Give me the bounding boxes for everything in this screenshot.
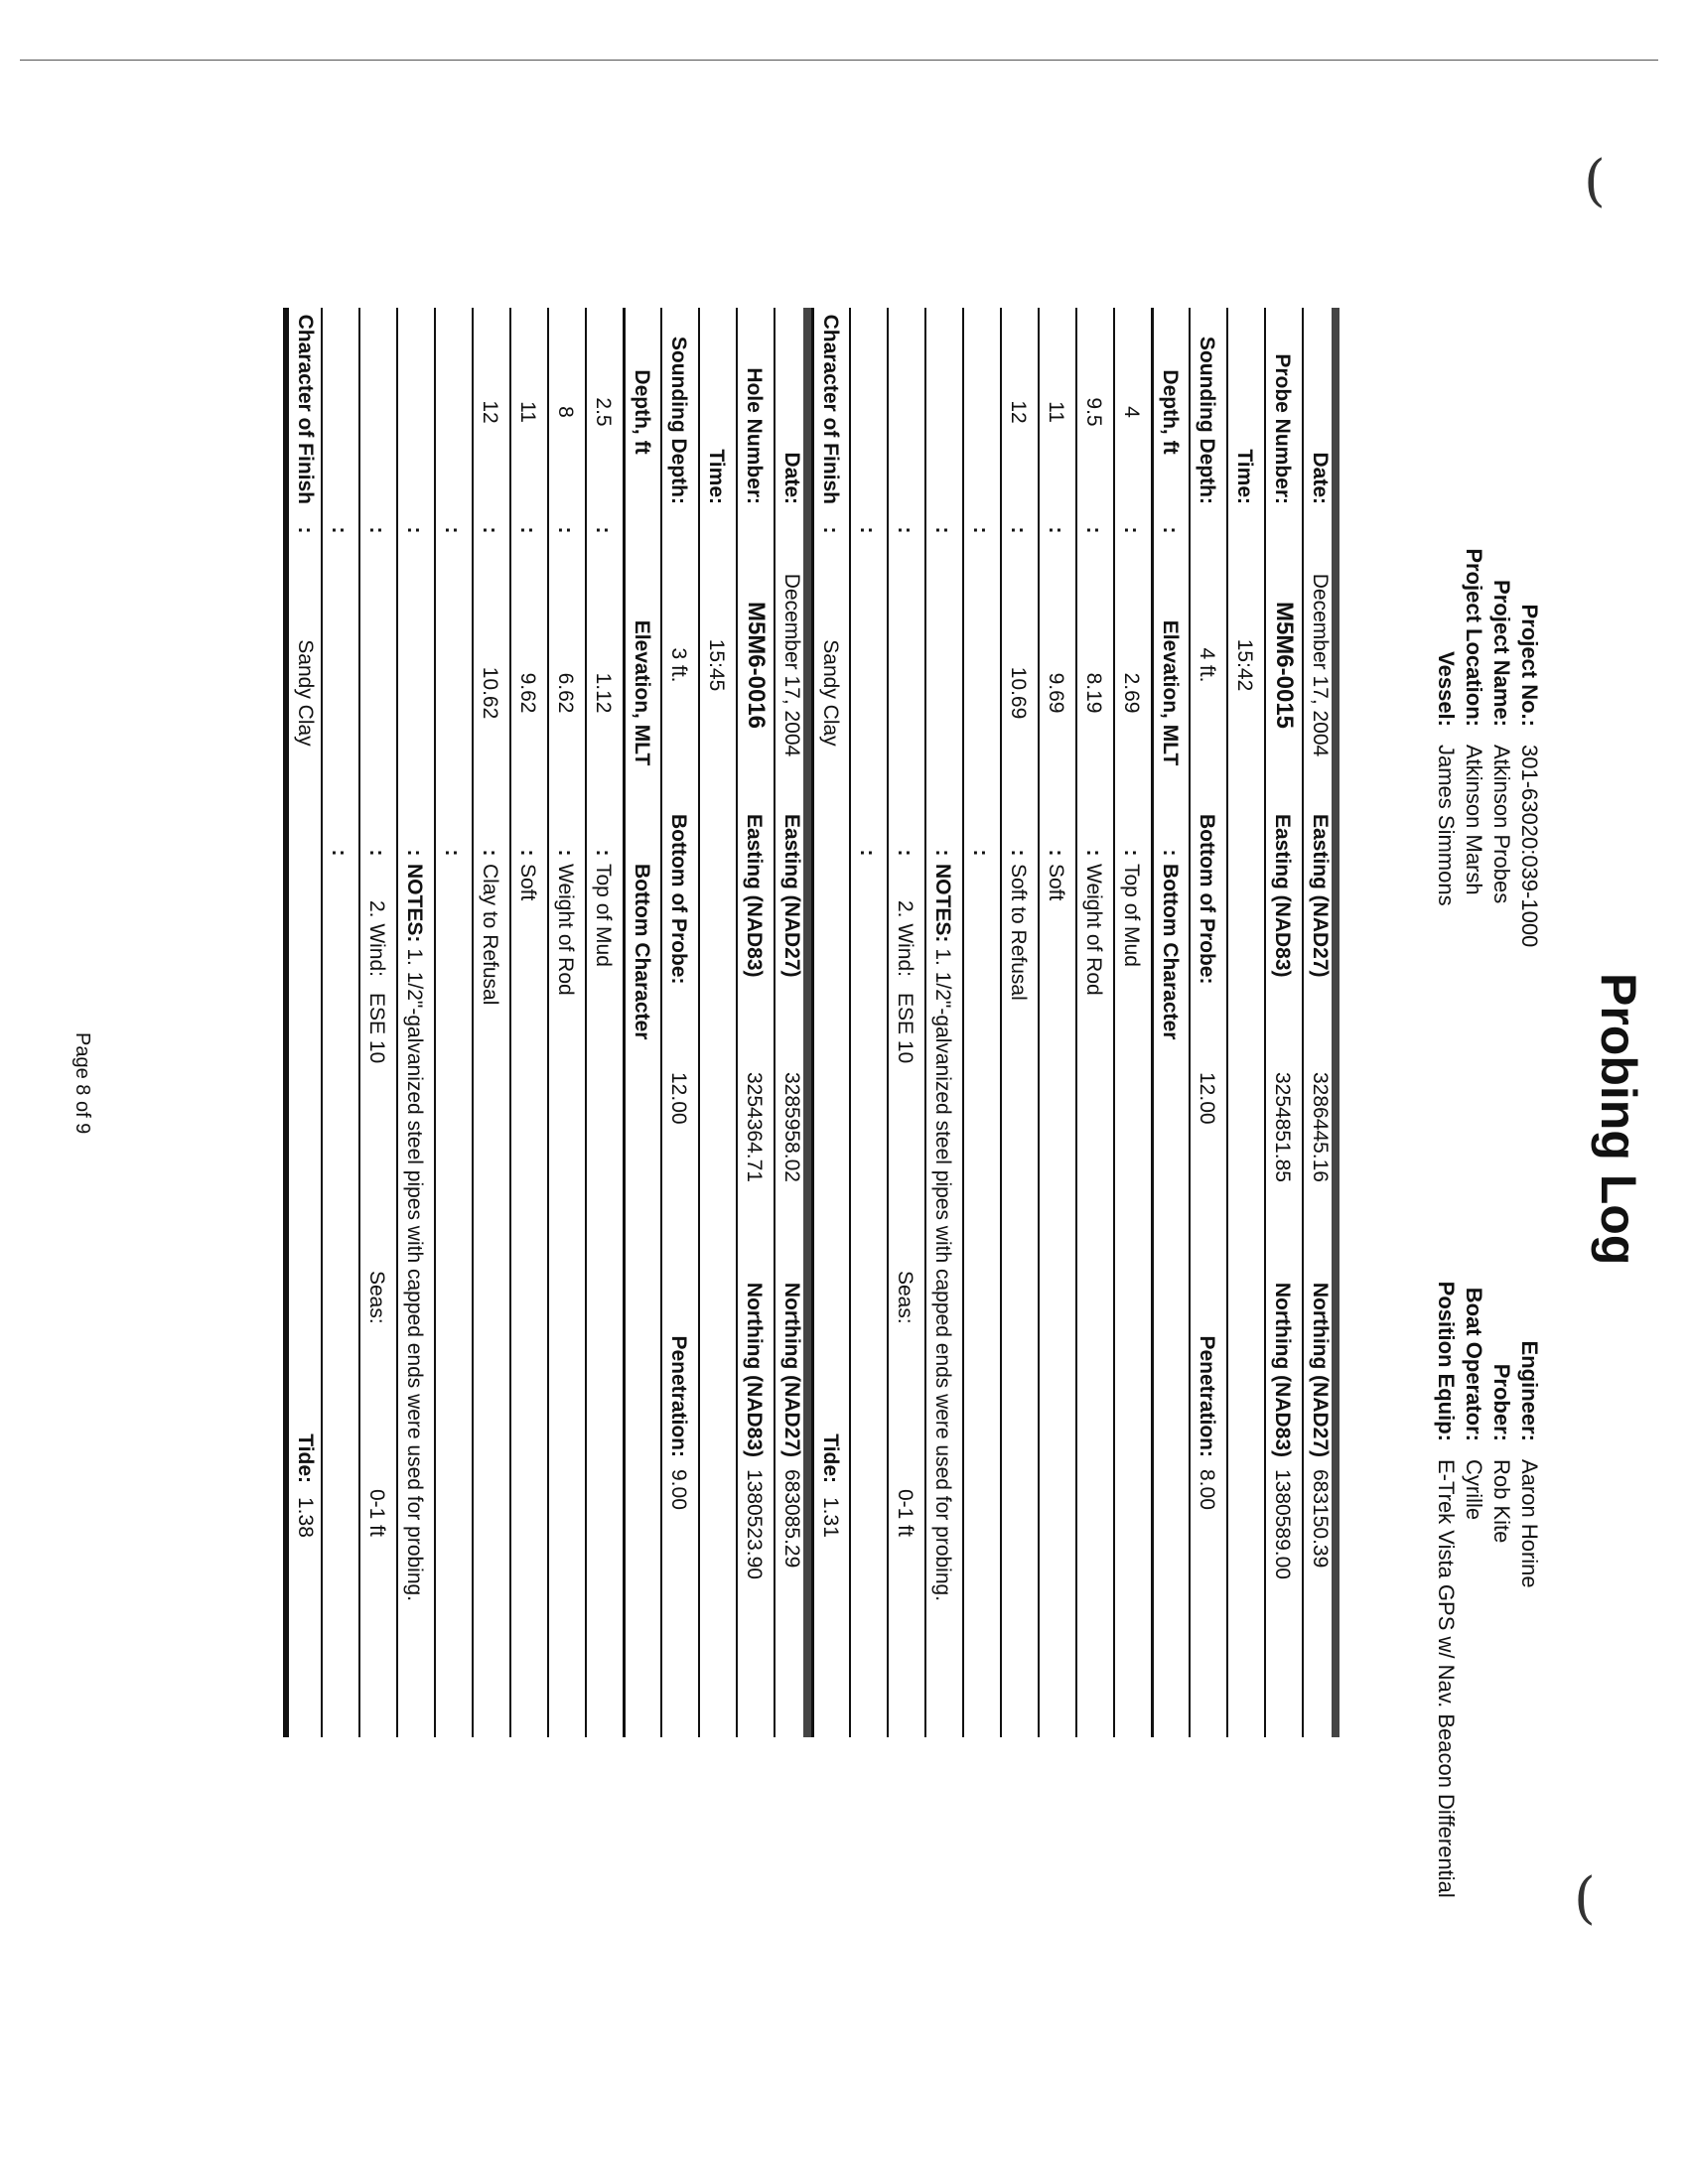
table-row [1075,308,1113,1737]
colon: : [403,849,426,857]
table-row [509,308,547,1737]
header-label: Project No.: [1517,604,1542,727]
colon: : [441,526,464,534]
header-label: Boat Operator: [1462,1287,1486,1441]
easting83-label: Easting (NAD83) [743,814,766,978]
page-number: Page 8 of 9 [71,1032,93,1135]
colon: : [365,526,388,534]
colon: : [516,526,539,534]
colon: : [479,526,501,534]
bottom-character-header: Bottom Character [631,864,653,1040]
header-row [1460,1271,1487,2164]
header-label: Project Name: [1489,580,1514,727]
colon: : [328,849,351,857]
wind-value: ESE 10 [365,993,388,1064]
colon: : [931,849,954,857]
bottom-of-probe-label: Bottom of Probe: [667,814,690,985]
finish-row [811,308,849,1737]
elevation-column-header: Elevation, MLT [631,619,653,766]
finish-value: Sandy Clay [294,639,317,747]
colon: : [365,849,388,857]
depth-cell: 4 [1120,406,1143,418]
northing27-label: Northing (NAD27) [780,1282,803,1457]
colon: : [516,849,539,857]
tide-label: Tide: [294,1433,317,1483]
header-label: Project Location: [1462,548,1486,727]
easting83-label: Easting (NAD83) [1271,814,1294,978]
depth-cell: 12 [479,400,501,424]
colon: : [592,849,615,857]
tide-label: Tide: [819,1433,842,1483]
wind-label: 2. Wind: [365,899,388,977]
notes-label: NOTES: [403,864,426,943]
colon: : [1082,526,1105,534]
table-row [1000,308,1038,1737]
table-row [962,308,1000,1737]
seas-label: Seas: [894,1271,916,1324]
table-row [774,308,811,1737]
easting27-label: Easting (NAD27) [1309,814,1332,978]
colon: : [1045,526,1067,534]
table-header-row [1151,308,1189,1737]
colon: : [856,849,879,857]
table-row [1113,308,1151,1737]
wind-label: 2. Wind: [894,899,916,977]
header-row [1432,1271,1460,2164]
easting27-label: Easting (NAD27) [780,814,803,978]
scan-artifact-mark: ( [1574,1866,1596,1931]
elevation-column-header: Elevation, MLT [1159,619,1182,766]
table-row [1264,308,1302,1737]
character-cell: Soft [1045,864,1067,901]
character-cell: Top of Mud [592,864,615,967]
probe-number: M5M6-0015 [1271,601,1298,730]
header-label: Position Equip: [1434,1281,1459,1441]
header-value: E-Trek Vista GPS w/ Nav. Beacon Differential [1434,1459,1459,1898]
colon: : [969,849,992,857]
northing83-label: Northing (NAD83) [1271,1282,1294,1457]
table-row [585,308,623,1737]
depth-cell: 8 [554,406,577,418]
colon: : [479,849,501,857]
colon: : [441,849,464,857]
header-label: Engineer: [1517,1340,1542,1441]
elevation-cell: 9.62 [516,672,539,714]
notes-row [396,308,434,1737]
table-row [1038,308,1075,1737]
header-value: Cyrille [1462,1459,1486,1521]
header-row [1487,1271,1515,2164]
notes-label: NOTES: [931,864,954,943]
tide-value: 1.38 [294,1497,317,1538]
probing-log-table [283,308,1340,1737]
colon: : [592,526,615,534]
table-row [1189,308,1226,1737]
table-row [698,308,736,1737]
colon: : [819,526,842,534]
depth-cell: 9.5 [1082,397,1105,427]
northing83-value: 1380523.90 [743,1469,766,1579]
header-value: Aaron Horine [1517,1459,1542,1588]
probe-date: December 17, 2004 [1309,573,1332,757]
elevation-cell: 10.62 [479,666,501,720]
depth-column-header: Depth, ft [1159,369,1182,455]
bottom-of-probe-label: Bottom of Probe: [1196,814,1218,985]
depth-column-header: Depth, ft [631,369,653,455]
table-row [321,308,358,1737]
penetration-label: Penetration: [1196,1335,1218,1457]
sounding-depth-label: Sounding Depth: [667,336,690,504]
depth-cell: 11 [1045,401,1067,423]
header-row [1487,486,1515,1201]
colon: : [1159,526,1182,534]
colon: : [1007,526,1030,534]
table-row [547,308,585,1737]
table-row [434,308,472,1737]
elevation-cell: 10.69 [1007,666,1030,720]
colon: : [1045,849,1067,857]
character-of-finish-label: Character of Finish [294,314,317,504]
probe-number-label: Probe Number: [1271,353,1294,504]
seas-value: 0-1 ft [894,1489,916,1537]
character-cell: Weight of Rod [1082,864,1105,996]
colon: : [931,526,954,534]
colon: : [328,526,351,534]
colon: : [294,526,317,534]
easting83-value: 3254364.71 [743,1072,766,1182]
penetration-label: Penetration: [667,1335,690,1457]
depth-cell: 2.5 [592,397,615,427]
table-row [472,308,509,1737]
penetration-value: 9.00 [667,1469,690,1510]
probe-time: 15:42 [1233,638,1256,692]
tide-value: 1.31 [819,1497,842,1538]
bottom-of-probe: 12.00 [1196,1072,1218,1125]
elevation-cell: 8.19 [1082,672,1105,714]
hole-number: M5M6-0016 [743,601,770,730]
character-of-finish-label: Character of Finish [819,314,842,504]
date-label: Date: [780,452,803,504]
header-value: James Simmons [1434,745,1459,906]
notes [402,864,426,1601]
depth-cell: 11 [516,401,539,423]
wind-row [887,308,924,1737]
time-label: Time: [705,449,728,504]
northing27-value: 683150.39 [1309,1469,1332,1569]
colon: : [894,849,916,857]
character-cell: Clay to Refusal [479,864,501,1006]
table-header-row [623,308,660,1737]
header-label: Vessel: [1434,651,1459,727]
character-cell: Soft to Refusal [1007,864,1030,1001]
colon: : [403,526,426,534]
time-label: Time: [1233,449,1256,504]
elevation-cell: 1.12 [592,672,615,714]
northing27-value: 683085.29 [780,1469,803,1569]
notes-text: 1. 1/2"-galvanized steel pipes with capped ends were used for probing. [403,948,426,1602]
crew-header [1432,1271,1543,2164]
scan-artifact-mark: ( [1584,149,1606,213]
hole-number-label: Hole Number: [743,367,766,504]
bottom-character-header: Bottom Character [1159,864,1182,1040]
wind-row [358,308,396,1737]
header-label: Prober: [1489,1363,1514,1441]
header-row [1432,486,1460,1201]
character-cell: Soft [516,864,539,901]
notes-text: 1. 1/2"-galvanized steel pipes with capped ends were used for probing. [931,948,954,1602]
depth-cell: 12 [1007,400,1030,424]
header-value: Atkinson Marsh [1462,745,1486,895]
colon: : [1007,849,1030,857]
date-label: Date: [1309,452,1332,504]
northing83-value: 1380589.00 [1271,1469,1294,1579]
colon: : [1082,849,1105,857]
seas-label: Seas: [365,1271,388,1324]
elevation-cell: 2.69 [1120,672,1143,714]
finish-row [283,308,321,1737]
wind-value: ESE 10 [894,993,916,1064]
header-value: Rob Kite [1489,1459,1514,1544]
notes-row [924,308,962,1737]
header-row [1460,486,1487,1201]
easting27-value: 3285958.02 [780,1072,803,1182]
elevation-cell: 9.69 [1045,672,1067,714]
seas-value: 0-1 ft [365,1489,388,1537]
colon: : [1159,849,1182,857]
page-title: Probing Log [1591,973,1646,1266]
probe-time: 15:45 [705,638,728,692]
finish-value: Sandy Clay [819,639,842,747]
sounding-depth-label: Sounding Depth: [1196,336,1218,504]
northing83-label: Northing (NAD83) [743,1282,766,1457]
colon: : [894,526,916,534]
colon: : [856,526,879,534]
northing27-label: Northing (NAD27) [1309,1282,1332,1457]
table-row [1226,308,1264,1737]
notes [930,864,954,1601]
project-header [1432,486,1543,1201]
sounding-depth: 4 ft. [1196,647,1218,683]
character-cell: Top of Mud [1120,864,1143,967]
table-row [1302,308,1340,1737]
header-value: Atkinson Probes [1489,745,1514,904]
penetration-value: 8.00 [1196,1469,1218,1510]
sounding-depth: 3 ft. [667,647,690,683]
table-row [736,308,774,1737]
colon: : [554,526,577,534]
elevation-cell: 6.62 [554,672,577,714]
table-row [660,308,698,1737]
header-row [1515,486,1543,1201]
table-row [849,308,887,1737]
character-cell: Weight of Rod [554,864,577,996]
header-row [1515,1271,1543,2164]
easting27-value: 3286445.16 [1309,1072,1332,1182]
header-value: 301-63020:039-1000 [1517,745,1542,948]
colon: : [1120,526,1143,534]
bottom-of-probe: 12.00 [667,1072,690,1125]
easting83-value: 3254851.85 [1271,1072,1294,1182]
colon: : [554,849,577,857]
probe-date: December 17, 2004 [780,573,803,757]
colon: : [969,526,992,534]
colon: : [1120,849,1143,857]
